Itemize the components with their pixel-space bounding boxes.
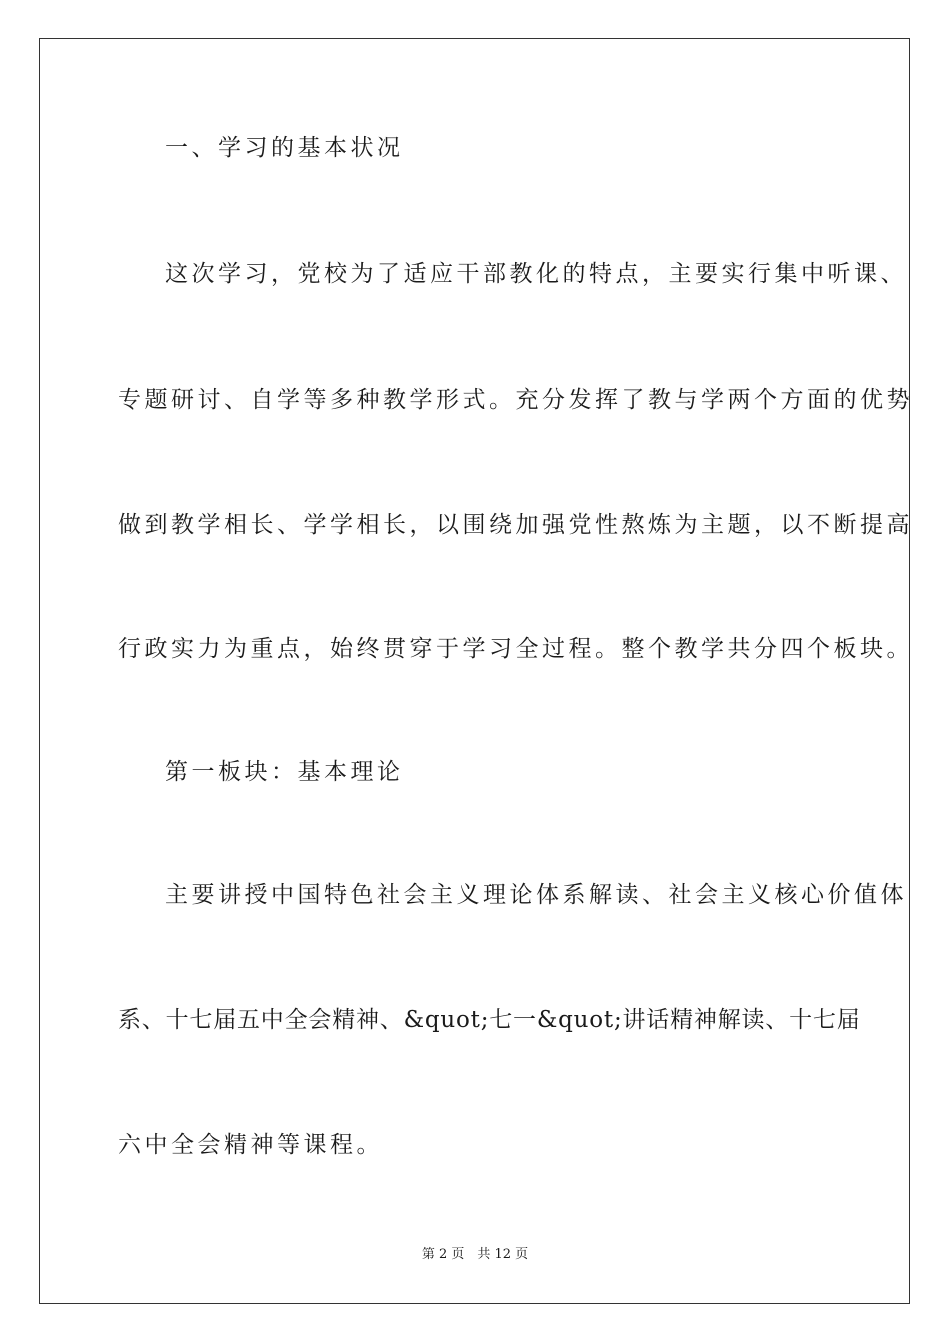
subsection-heading: 第一板块：基本理论 (165, 759, 404, 785)
paragraph-line: 这次学习，党校为了适应干部教化的特点，主要实行集中听课、 (165, 261, 907, 287)
section-heading: 一、学习的基本状况 (165, 135, 404, 161)
paragraph-line: 六中全会精神等课程。 (118, 1132, 383, 1158)
paragraph-line: 系、十七届五中全会精神、&quot;七一&quot;讲话精神解读、十七届 (118, 1007, 861, 1033)
paragraph-line: 行政实力为重点，始终贯穿于学习全过程。整个教学共分四个板块。 (118, 636, 913, 662)
paragraph-line: 做到教学相长、学学相长，以围绕加强党性熬炼为主题，以不断提高 (118, 512, 913, 538)
paragraph-line: 主要讲授中国特色社会主义理论体系解读、社会主义核心价值体 (165, 882, 907, 908)
page-border (39, 38, 910, 1304)
paragraph-line: 专题研讨、自学等多种教学形式。充分发挥了教与学两个方面的优势 (118, 387, 913, 413)
page-number-footer: 第 2 页 共 12 页 (421, 1247, 529, 1262)
